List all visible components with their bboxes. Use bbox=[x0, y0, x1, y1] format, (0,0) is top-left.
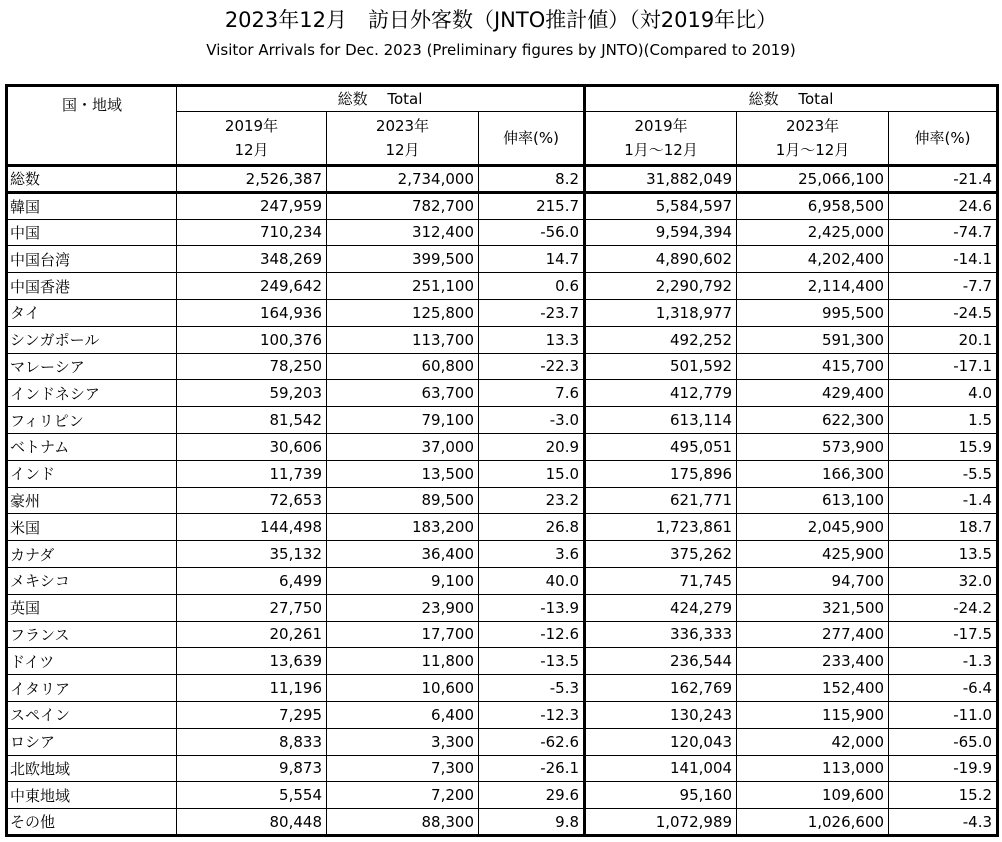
cell-ytd-2023: 2,045,900 bbox=[737, 514, 889, 541]
cell-dec-2023: 9,100 bbox=[327, 567, 479, 594]
cell-region-name: 中東地域 bbox=[7, 782, 177, 809]
header-2023-ytd: 2023年 1月～12月 bbox=[737, 112, 889, 166]
cell-dec-rate: 20.9 bbox=[479, 433, 585, 460]
cell-ytd-2023: 622,300 bbox=[737, 407, 889, 434]
cell-dec-rate: -62.6 bbox=[479, 728, 585, 755]
cell-ytd-rate: -74.7 bbox=[889, 219, 998, 246]
table-row bbox=[7, 380, 998, 407]
cell-dec-2019: 13,639 bbox=[177, 648, 327, 675]
cell-region-name: フィリピン bbox=[7, 407, 177, 434]
cell-region-name: 中国台湾 bbox=[7, 246, 177, 273]
cell-ytd-rate: 32.0 bbox=[889, 567, 998, 594]
cell-dec-2019: 164,936 bbox=[177, 299, 327, 326]
cell-region-name: シンガポール bbox=[7, 326, 177, 353]
cell-dec-2019: 11,739 bbox=[177, 460, 327, 487]
cell-dec-2019: 72,653 bbox=[177, 487, 327, 514]
cell-dec-2023: 6,400 bbox=[327, 701, 479, 728]
cell-region-name: インドネシア bbox=[7, 380, 177, 407]
cell-ytd-2019: 5,584,597 bbox=[585, 192, 737, 219]
table-row bbox=[7, 648, 998, 675]
table-row bbox=[7, 541, 998, 568]
table-row bbox=[7, 273, 998, 300]
cell-ytd-2019: 9,594,394 bbox=[585, 219, 737, 246]
cell-dec-rate: -13.5 bbox=[479, 648, 585, 675]
page-subtitle: Visitor Arrivals for Dec. 2023 (Preliminary figures by JNTO)(Compared to 2019) bbox=[206, 41, 796, 59]
cell-ytd-2023: 233,400 bbox=[737, 648, 889, 675]
cell-dec-2019: 2,526,387 bbox=[177, 166, 327, 193]
cell-ytd-2023: 277,400 bbox=[737, 621, 889, 648]
cell-ytd-rate: 4.0 bbox=[889, 380, 998, 407]
cell-dec-2019: 144,498 bbox=[177, 514, 327, 541]
cell-region-name: 米国 bbox=[7, 514, 177, 541]
cell-ytd-rate: -24.2 bbox=[889, 594, 998, 621]
table-row bbox=[7, 809, 998, 836]
table-row bbox=[7, 407, 998, 434]
table-row bbox=[7, 353, 998, 380]
cell-region-name: フランス bbox=[7, 621, 177, 648]
cell-dec-2019: 9,873 bbox=[177, 755, 327, 782]
cell-dec-2019: 8,833 bbox=[177, 728, 327, 755]
cell-dec-2023: 312,400 bbox=[327, 219, 479, 246]
cell-dec-2023: 63,700 bbox=[327, 380, 479, 407]
cell-region-name: インド bbox=[7, 460, 177, 487]
table-row bbox=[7, 594, 998, 621]
cell-dec-2023: 3,300 bbox=[327, 728, 479, 755]
cell-ytd-rate: -14.1 bbox=[889, 246, 998, 273]
table-row bbox=[7, 246, 998, 273]
table-row bbox=[7, 326, 998, 353]
cell-ytd-rate: -17.5 bbox=[889, 621, 998, 648]
table-row bbox=[7, 219, 998, 246]
table-row bbox=[7, 487, 998, 514]
header-2019-ytd: 2019年 1月～12月 bbox=[585, 112, 737, 166]
cell-dec-rate: -12.6 bbox=[479, 621, 585, 648]
cell-dec-rate: 26.8 bbox=[479, 514, 585, 541]
cell-ytd-2023: 591,300 bbox=[737, 326, 889, 353]
cell-dec-2023: 7,300 bbox=[327, 755, 479, 782]
cell-dec-rate: -3.0 bbox=[479, 407, 585, 434]
cell-ytd-2023: 4,202,400 bbox=[737, 246, 889, 273]
cell-ytd-2019: 492,252 bbox=[585, 326, 737, 353]
cell-dec-2023: 10,600 bbox=[327, 675, 479, 702]
cell-dec-2019: 100,376 bbox=[177, 326, 327, 353]
table-row bbox=[7, 567, 998, 594]
cell-dec-2019: 5,554 bbox=[177, 782, 327, 809]
cell-dec-2019: 35,132 bbox=[177, 541, 327, 568]
cell-ytd-rate: 20.1 bbox=[889, 326, 998, 353]
cell-ytd-rate: 18.7 bbox=[889, 514, 998, 541]
cell-ytd-rate: -7.7 bbox=[889, 273, 998, 300]
cell-ytd-rate: 24.6 bbox=[889, 192, 998, 219]
cell-dec-2019: 80,448 bbox=[177, 809, 327, 836]
cell-ytd-2023: 2,425,000 bbox=[737, 219, 889, 246]
cell-dec-rate: 0.6 bbox=[479, 273, 585, 300]
cell-dec-rate: 29.6 bbox=[479, 782, 585, 809]
cell-ytd-2023: 109,600 bbox=[737, 782, 889, 809]
table-row bbox=[7, 755, 998, 782]
cell-dec-rate: 14.7 bbox=[479, 246, 585, 273]
cell-dec-rate: 23.2 bbox=[479, 487, 585, 514]
cell-dec-rate: 40.0 bbox=[479, 567, 585, 594]
cell-ytd-2023: 42,000 bbox=[737, 728, 889, 755]
cell-dec-2023: 23,900 bbox=[327, 594, 479, 621]
cell-region-name: マレーシア bbox=[7, 353, 177, 380]
header-rate-ytd: 伸率(%) bbox=[889, 112, 998, 166]
cell-ytd-rate: -1.3 bbox=[889, 648, 998, 675]
cell-ytd-2023: 25,066,100 bbox=[737, 166, 889, 193]
cell-ytd-rate: -65.0 bbox=[889, 728, 998, 755]
cell-ytd-rate: -4.3 bbox=[889, 809, 998, 836]
cell-ytd-2023: 425,900 bbox=[737, 541, 889, 568]
cell-dec-2019: 81,542 bbox=[177, 407, 327, 434]
table-row bbox=[7, 460, 998, 487]
cell-dec-2023: 17,700 bbox=[327, 621, 479, 648]
cell-ytd-2019: 120,043 bbox=[585, 728, 737, 755]
cell-dec-2019: 7,295 bbox=[177, 701, 327, 728]
cell-dec-rate: -56.0 bbox=[479, 219, 585, 246]
cell-ytd-2023: 415,700 bbox=[737, 353, 889, 380]
cell-ytd-2023: 113,000 bbox=[737, 755, 889, 782]
cell-ytd-rate: -17.1 bbox=[889, 353, 998, 380]
cell-ytd-2023: 1,026,600 bbox=[737, 809, 889, 836]
cell-dec-2023: 782,700 bbox=[327, 192, 479, 219]
cell-ytd-2019: 336,333 bbox=[585, 621, 737, 648]
cell-ytd-2019: 621,771 bbox=[585, 487, 737, 514]
cell-ytd-2023: 429,400 bbox=[737, 380, 889, 407]
cell-dec-rate: -13.9 bbox=[479, 594, 585, 621]
cell-dec-2023: 60,800 bbox=[327, 353, 479, 380]
table-row bbox=[7, 621, 998, 648]
cell-ytd-2023: 573,900 bbox=[737, 433, 889, 460]
cell-dec-rate: -23.7 bbox=[479, 299, 585, 326]
cell-ytd-rate: 1.5 bbox=[889, 407, 998, 434]
cell-dec-2019: 78,250 bbox=[177, 353, 327, 380]
table-body bbox=[7, 166, 998, 836]
cell-region-name: 英国 bbox=[7, 594, 177, 621]
cell-dec-2023: 251,100 bbox=[327, 273, 479, 300]
cell-ytd-2023: 94,700 bbox=[737, 567, 889, 594]
table-row bbox=[7, 728, 998, 755]
table-row bbox=[7, 433, 998, 460]
cell-dec-2023: 89,500 bbox=[327, 487, 479, 514]
header-rate-dec: 伸率(%) bbox=[479, 112, 585, 166]
cell-ytd-2019: 95,160 bbox=[585, 782, 737, 809]
cell-ytd-2019: 424,279 bbox=[585, 594, 737, 621]
table-row bbox=[7, 701, 998, 728]
header-group-december: 総数 Total bbox=[177, 86, 585, 112]
cell-dec-2023: 37,000 bbox=[327, 433, 479, 460]
cell-dec-rate: 13.3 bbox=[479, 326, 585, 353]
cell-ytd-2019: 236,544 bbox=[585, 648, 737, 675]
cell-region-name: 総数 bbox=[7, 166, 177, 193]
cell-region-name: タイ bbox=[7, 299, 177, 326]
cell-ytd-2023: 321,500 bbox=[737, 594, 889, 621]
cell-region-name: 北欧地域 bbox=[7, 755, 177, 782]
table-row bbox=[7, 514, 998, 541]
cell-dec-2023: 113,700 bbox=[327, 326, 479, 353]
cell-region-name: メキシコ bbox=[7, 567, 177, 594]
page-title: 2023年12月 訪日外客数（JNTO推計値）（対2019年比） bbox=[224, 8, 778, 32]
cell-ytd-2019: 412,779 bbox=[585, 380, 737, 407]
cell-dec-rate: -12.3 bbox=[479, 701, 585, 728]
cell-dec-2023: 399,500 bbox=[327, 246, 479, 273]
cell-ytd-2019: 2,290,792 bbox=[585, 273, 737, 300]
cell-dec-2019: 27,750 bbox=[177, 594, 327, 621]
cell-dec-2019: 348,269 bbox=[177, 246, 327, 273]
cell-dec-rate: 9.8 bbox=[479, 809, 585, 836]
cell-ytd-rate: -1.4 bbox=[889, 487, 998, 514]
cell-dec-2019: 20,261 bbox=[177, 621, 327, 648]
cell-region-name: その他 bbox=[7, 809, 177, 836]
cell-dec-rate: 3.6 bbox=[479, 541, 585, 568]
table-row bbox=[7, 782, 998, 809]
cell-dec-2019: 6,499 bbox=[177, 567, 327, 594]
cell-ytd-rate: -19.9 bbox=[889, 755, 998, 782]
cell-dec-rate: -5.3 bbox=[479, 675, 585, 702]
cell-dec-2023: 36,400 bbox=[327, 541, 479, 568]
cell-ytd-2019: 1,723,861 bbox=[585, 514, 737, 541]
cell-ytd-rate: 15.2 bbox=[889, 782, 998, 809]
cell-ytd-2019: 130,243 bbox=[585, 701, 737, 728]
cell-ytd-2023: 995,500 bbox=[737, 299, 889, 326]
cell-region-name: イタリア bbox=[7, 675, 177, 702]
cell-ytd-rate: -5.5 bbox=[889, 460, 998, 487]
cell-ytd-2019: 141,004 bbox=[585, 755, 737, 782]
cell-ytd-2019: 71,745 bbox=[585, 567, 737, 594]
header-2019-dec: 2019年 12月 bbox=[177, 112, 327, 166]
cell-ytd-2019: 1,072,989 bbox=[585, 809, 737, 836]
cell-dec-rate: 15.0 bbox=[479, 460, 585, 487]
cell-ytd-2019: 1,318,977 bbox=[585, 299, 737, 326]
cell-ytd-2019: 375,262 bbox=[585, 541, 737, 568]
cell-region-name: ベトナム bbox=[7, 433, 177, 460]
cell-dec-2019: 249,642 bbox=[177, 273, 327, 300]
cell-ytd-2023: 166,300 bbox=[737, 460, 889, 487]
cell-region-name: 韓国 bbox=[7, 192, 177, 219]
cell-ytd-rate: -11.0 bbox=[889, 701, 998, 728]
cell-dec-2023: 2,734,000 bbox=[327, 166, 479, 193]
cell-region-name: スペイン bbox=[7, 701, 177, 728]
cell-dec-2023: 13,500 bbox=[327, 460, 479, 487]
cell-dec-2023: 7,200 bbox=[327, 782, 479, 809]
cell-dec-2019: 710,234 bbox=[177, 219, 327, 246]
cell-region-name: ドイツ bbox=[7, 648, 177, 675]
cell-dec-2019: 11,196 bbox=[177, 675, 327, 702]
cell-dec-2023: 125,800 bbox=[327, 299, 479, 326]
table-row bbox=[7, 299, 998, 326]
cell-ytd-2023: 2,114,400 bbox=[737, 273, 889, 300]
cell-ytd-2023: 152,400 bbox=[737, 675, 889, 702]
cell-ytd-2023: 613,100 bbox=[737, 487, 889, 514]
cell-ytd-2019: 613,114 bbox=[585, 407, 737, 434]
cell-dec-rate: -26.1 bbox=[479, 755, 585, 782]
table-row bbox=[7, 192, 998, 219]
cell-dec-rate: 7.6 bbox=[479, 380, 585, 407]
cell-region-name: 豪州 bbox=[7, 487, 177, 514]
cell-region-name: 中国 bbox=[7, 219, 177, 246]
cell-region-name: 中国香港 bbox=[7, 273, 177, 300]
cell-dec-2023: 88,300 bbox=[327, 809, 479, 836]
cell-ytd-2019: 162,769 bbox=[585, 675, 737, 702]
cell-ytd-rate: 15.9 bbox=[889, 433, 998, 460]
header-2023-dec: 2023年 12月 bbox=[327, 112, 479, 166]
cell-dec-2019: 59,203 bbox=[177, 380, 327, 407]
header-region: 国・地域 bbox=[7, 86, 177, 166]
cell-region-name: カナダ bbox=[7, 541, 177, 568]
cell-ytd-2023: 115,900 bbox=[737, 701, 889, 728]
cell-dec-rate: -22.3 bbox=[479, 353, 585, 380]
cell-dec-2023: 11,800 bbox=[327, 648, 479, 675]
cell-ytd-rate: -21.4 bbox=[889, 166, 998, 193]
cell-dec-2023: 183,200 bbox=[327, 514, 479, 541]
table-row bbox=[7, 166, 998, 193]
visitor-arrivals-table bbox=[5, 84, 999, 837]
cell-dec-rate: 215.7 bbox=[479, 192, 585, 219]
cell-ytd-rate: 13.5 bbox=[889, 541, 998, 568]
cell-ytd-2019: 501,592 bbox=[585, 353, 737, 380]
table-row bbox=[7, 675, 998, 702]
cell-ytd-2019: 495,051 bbox=[585, 433, 737, 460]
cell-ytd-2023: 6,958,500 bbox=[737, 192, 889, 219]
cell-dec-2019: 30,606 bbox=[177, 433, 327, 460]
cell-dec-2023: 79,100 bbox=[327, 407, 479, 434]
cell-dec-rate: 8.2 bbox=[479, 166, 585, 193]
cell-ytd-2019: 4,890,602 bbox=[585, 246, 737, 273]
cell-dec-2019: 247,959 bbox=[177, 192, 327, 219]
header-group-ytd: 総数 Total bbox=[585, 86, 998, 112]
cell-region-name: ロシア bbox=[7, 728, 177, 755]
cell-ytd-2019: 175,896 bbox=[585, 460, 737, 487]
cell-ytd-rate: -6.4 bbox=[889, 675, 998, 702]
cell-ytd-2019: 31,882,049 bbox=[585, 166, 737, 193]
cell-ytd-rate: -24.5 bbox=[889, 299, 998, 326]
